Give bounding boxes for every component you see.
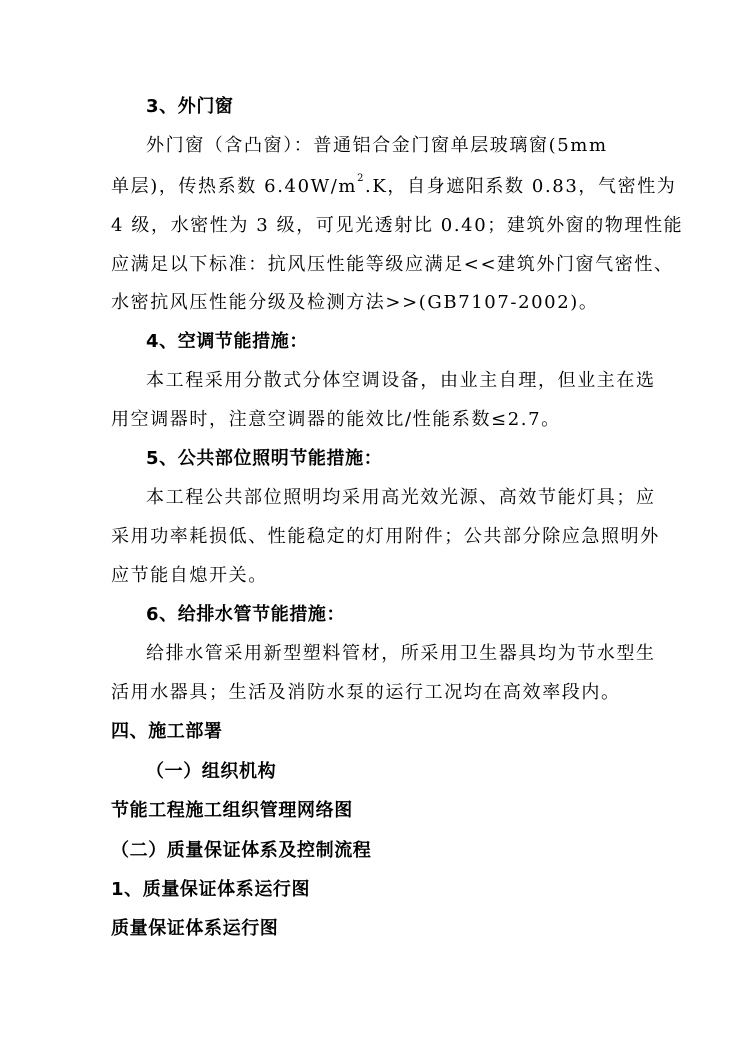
section-4-heading: 4、空调节能措施： bbox=[146, 331, 308, 352]
network-chart-title: 节能工程施工组织管理网络图 bbox=[111, 800, 353, 821]
section-5-heading: 5、公共部位照明节能措施： bbox=[146, 448, 383, 469]
section-6-para-line-1: 给排水管采用新型塑料管材，所采用卫生器具均为节水型生 bbox=[146, 643, 656, 664]
section-6-heading: 6、给排水管节能措施： bbox=[146, 604, 346, 625]
quality-chart-caption: 质量保证体系运行图 bbox=[111, 918, 279, 939]
section-4-para-line-1: 本工程采用分散式分体空调设备，由业主自理，但业主在选 bbox=[146, 370, 656, 391]
section-5-para-line-2: 采用功率耗损低、性能稳定的灯用附件；公共部分除应急照明外 bbox=[111, 526, 660, 547]
section-3-para-line-2-b: .K，自身遮阳系数 0.83，气密性为 bbox=[365, 176, 677, 197]
superscript-2: 2 bbox=[357, 173, 366, 184]
section-5-para-line-1: 本工程公共部位照明均采用高光效光源、高效节能灯具；应 bbox=[146, 487, 656, 508]
section-3-para-line-3: 4 级，水密性为 3 级，可见光透射比 0.40；建筑外窗的物理性能 bbox=[111, 215, 684, 236]
quality-item-1: 1、质量保证体系运行图 bbox=[111, 879, 311, 900]
section-6-para-line-2: 活用水器具；生活及消防水泵的运行工况均在高效率段内。 bbox=[111, 682, 621, 703]
section-3-para-line-5: 水密抗风压性能分级及检测方法>>(GB7107-2002)。 bbox=[111, 292, 599, 313]
section-4-para-line-2: 用空调器时，注意空调器的能效比/性能系数≤2.7。 bbox=[111, 409, 561, 430]
section-3-para-line-1: 外门窗（含凸窗）：普通铝合金门窗单层玻璃窗(5mm bbox=[146, 135, 608, 156]
section-5-para-line-3: 应节能自熄开关。 bbox=[111, 565, 268, 586]
section-3-para-line-4: 应满足以下标准：抗风压性能等级应满足<<建筑外门窗气密性、 bbox=[111, 254, 674, 275]
part-4-sub-2: （二）质量保证体系及控制流程 bbox=[111, 840, 372, 861]
section-3-para-line-2 bbox=[111, 174, 676, 200]
part-4-heading: 四、施工部署 bbox=[111, 721, 223, 742]
section-3-para-line-2-a: 单层)，传热系数 6.40W/m bbox=[111, 176, 358, 197]
section-3-heading: 3、外门窗 bbox=[146, 96, 234, 117]
part-4-sub-1: （一）组织机构 bbox=[146, 761, 277, 782]
